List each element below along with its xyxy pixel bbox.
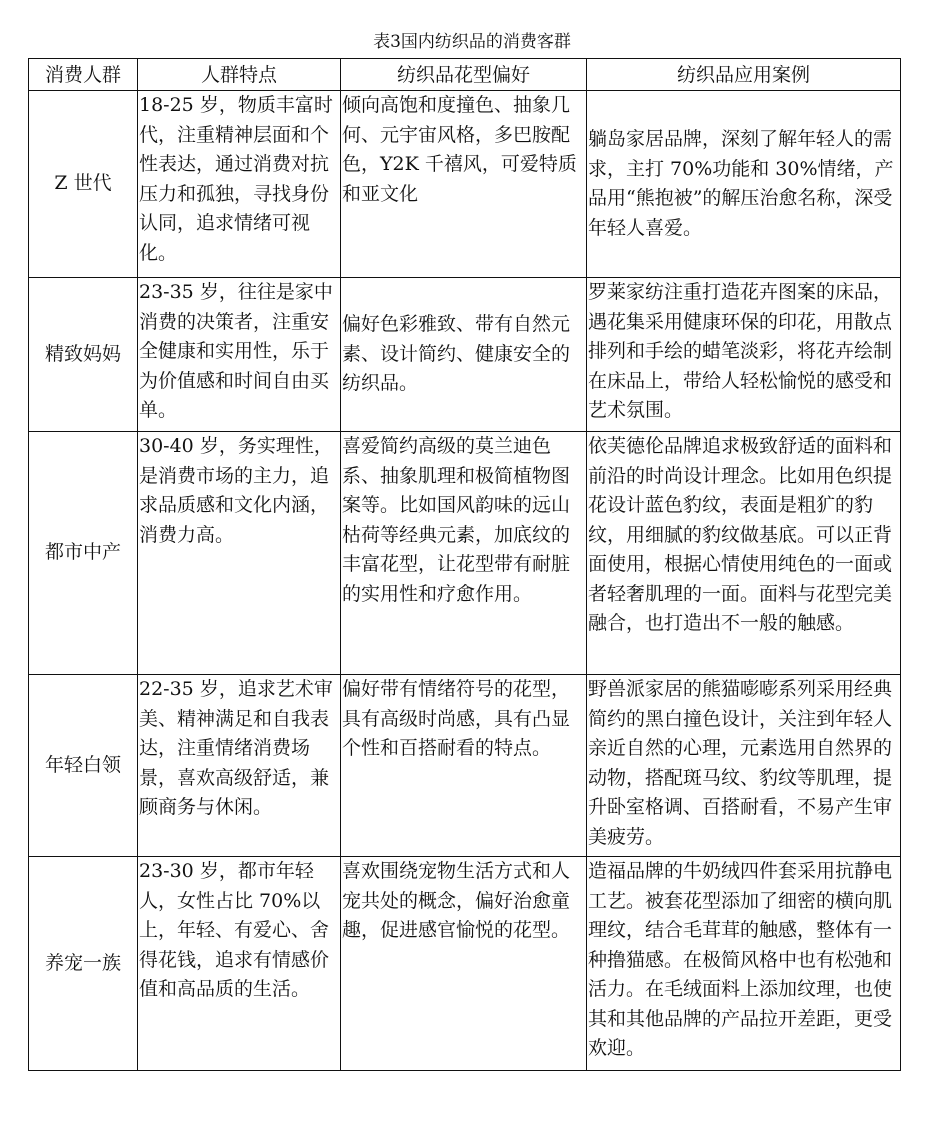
table-row bbox=[29, 675, 901, 857]
table-row bbox=[29, 91, 901, 278]
group-cell: 养宠一族 bbox=[29, 857, 138, 1071]
traits-cell: 30-40 岁，务实理性，是消费市场的主力，追求品质感和文化内涵，消费力高。 bbox=[138, 432, 341, 675]
group-cell: 精致妈妈 bbox=[29, 278, 138, 432]
preference-cell: 偏好带有情绪符号的花型，具有高级时尚感，具有凸显个性和百搭耐看的特点。 bbox=[341, 675, 587, 857]
traits-cell: 22-35 岁，追求艺术审美、精神满足和自我表达，注重情绪消费场景，喜欢高级舒适，兼顾商务与休闲。 bbox=[138, 675, 341, 857]
header-consumer-group: 消费人群 bbox=[29, 59, 138, 91]
traits-cell: 23-35 岁，往往是家中消费的决策者，注重安全健康和实用性，乐于为价值感和时间自由买单。 bbox=[138, 278, 341, 432]
case-cell: 罗莱家纺注重打造花卉图案的床品，遇花集采用健康环保的印花，用散点排列和手绘的蜡笔淡彩，将花卉绘制在床品上，带给人轻松愉悦的感受和艺术氛围。 bbox=[587, 278, 901, 432]
table-row bbox=[29, 278, 901, 432]
header-traits: 人群特点 bbox=[138, 59, 341, 91]
header-application-case: 纺织品应用案例 bbox=[587, 59, 901, 91]
consumer-groups-table bbox=[28, 58, 901, 1071]
case-cell: 依芙德伦品牌追求极致舒适的面料和前沿的时尚设计理念。比如用色织提花设计蓝色豹纹，表面是粗犷的豹纹，用细腻的豹纹做基底。可以正背面使用，根据心情使用纯色的一面或者轻奢肌理的一面。面料与花型完美融合，也打造出不一般的触感。 bbox=[587, 432, 901, 675]
group-cell: 都市中产 bbox=[29, 432, 138, 675]
preference-cell: 喜爱简约高级的莫兰迪色系、抽象肌理和极简植物图案等。比如国风韵味的远山枯荷等经典元素，加底纹的丰富花型，让花型带有耐脏的实用性和疗愈作用。 bbox=[341, 432, 587, 675]
case-cell: 造福品牌的牛奶绒四件套采用抗静电工艺。被套花型添加了细密的横向肌理纹，结合毛茸茸的触感，整体有一种撸猫感。在极简风格中也有松弛和活力。在毛绒面料上添加纹理，也使其和其他品牌的产品拉开差距，更受欢迎。 bbox=[587, 857, 901, 1071]
traits-cell: 23-30 岁，都市年轻人，女性占比 70%以上，年轻、有爱心、舍得花钱，追求有情感价值和高品质的生活。 bbox=[138, 857, 341, 1071]
table-header-row bbox=[29, 59, 901, 91]
preference-cell: 偏好色彩雅致、带有自然元素、设计简约、健康安全的纺织品。 bbox=[341, 278, 587, 432]
case-cell: 野兽派家居的熊猫嘭嘭系列采用经典简约的黑白撞色设计，关注到年轻人亲近自然的心理，元素选用自然界的动物，搭配斑马纹、豹纹等肌理，提升卧室格调、百搭耐看，不易产生审美疲劳。 bbox=[587, 675, 901, 857]
table-row bbox=[29, 857, 901, 1071]
preference-cell: 倾向高饱和度撞色、抽象几何、元宇宙风格，多巴胺配色，Y2K 千禧风，可爱特质和亚文化 bbox=[341, 91, 587, 278]
preference-cell: 喜欢围绕宠物生活方式和人宠共处的概念，偏好治愈童趣，促进感官愉悦的花型。 bbox=[341, 857, 587, 1071]
group-cell: Z 世代 bbox=[29, 91, 138, 278]
group-cell: 年轻白领 bbox=[29, 675, 138, 857]
case-cell: 躺岛家居品牌，深刻了解年轻人的需求，主打 70%功能和 30%情绪，产品用“熊抱被”的解压治愈名称，深受年轻人喜爱。 bbox=[587, 91, 901, 278]
traits-cell: 18-25 岁，物质丰富时代，注重精神层面和个性表达，通过消费对抗压力和孤独，寻找身份认同，追求情绪可视化。 bbox=[138, 91, 341, 278]
table-caption: 表3国内纺织品的消费客群 bbox=[373, 32, 571, 52]
header-pattern-preference: 纺织品花型偏好 bbox=[341, 59, 587, 91]
table-row bbox=[29, 432, 901, 675]
